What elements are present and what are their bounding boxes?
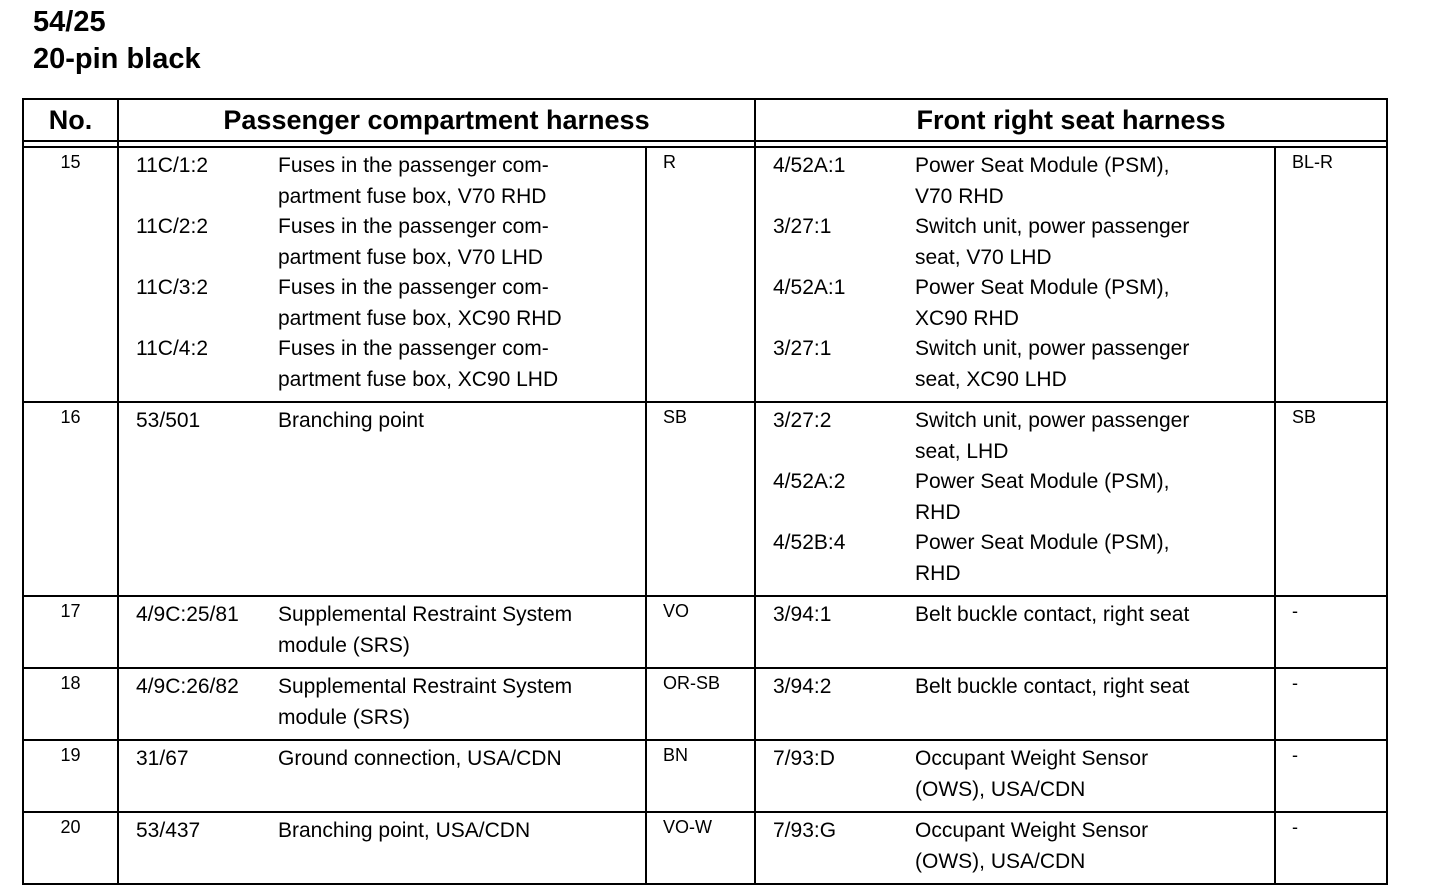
passenger-connector-code bbox=[136, 365, 278, 396]
seat-connector-code bbox=[773, 437, 915, 468]
seat-connection-line bbox=[773, 775, 1274, 806]
passenger-connection-line bbox=[136, 243, 645, 274]
pin-number-text: 17 bbox=[60, 601, 81, 621]
table-row bbox=[23, 402, 1387, 596]
passenger-connector-code: 31/67 bbox=[136, 747, 189, 770]
seat-connection-line bbox=[773, 304, 1274, 335]
pin-number bbox=[23, 402, 118, 596]
table-row bbox=[23, 740, 1387, 812]
header-no: No. bbox=[23, 99, 118, 141]
seat-component-description: Occupant Weight Sensor bbox=[915, 747, 1149, 770]
passenger-connector-code bbox=[136, 243, 278, 274]
seat-connection-line bbox=[773, 406, 1274, 437]
passenger-connector-code: 11C/1:2 bbox=[136, 154, 208, 177]
passenger-component-description: Fuses in the passenger com- bbox=[278, 337, 549, 360]
passenger-connections bbox=[118, 812, 646, 884]
passenger-component-description: Branching point bbox=[278, 409, 424, 432]
header-seat-harness: Front right seat harness bbox=[755, 99, 1387, 141]
passenger-connection-line bbox=[136, 631, 645, 662]
passenger-component-description: module (SRS) bbox=[278, 633, 410, 657]
seat-component-description: Power Seat Module (PSM), bbox=[915, 531, 1170, 554]
table-row bbox=[23, 668, 1387, 740]
passenger-connector-code: 53/437 bbox=[136, 819, 201, 842]
seat-connector-code: 3/27:2 bbox=[773, 409, 832, 432]
seat-component-description: Belt buckle contact, right seat bbox=[915, 603, 1190, 626]
seat-component-description: XC90 RHD bbox=[915, 306, 1019, 330]
seat-component-description: Switch unit, power passenger bbox=[915, 215, 1190, 238]
passenger-connection-line bbox=[136, 816, 645, 847]
seat-component-description: (OWS), USA/CDN bbox=[915, 849, 1086, 873]
pin-number-text: 18 bbox=[60, 673, 81, 693]
seat-connector-code bbox=[773, 775, 915, 806]
seat-component-description: RHD bbox=[915, 500, 961, 524]
passenger-wire-color-text: R bbox=[663, 152, 676, 172]
seat-connector-code: 3/94:1 bbox=[773, 603, 832, 626]
seat-wire-color-text: - bbox=[1292, 673, 1298, 693]
seat-connection-line bbox=[773, 467, 1274, 498]
seat-connector-code: 7/93:D bbox=[773, 747, 835, 770]
seat-connector-code: 3/27:1 bbox=[773, 337, 832, 360]
passenger-connector-code bbox=[136, 182, 278, 213]
seat-connection-line bbox=[773, 365, 1274, 396]
passenger-component-description: Supplemental Restraint System bbox=[278, 675, 573, 698]
seat-connector-code bbox=[773, 304, 915, 335]
passenger-wire-color bbox=[646, 402, 755, 596]
seat-connections bbox=[755, 740, 1275, 812]
seat-wire-color bbox=[1275, 668, 1387, 740]
seat-connector-code: 4/52B:4 bbox=[773, 531, 846, 554]
passenger-wire-color-text: SB bbox=[663, 407, 688, 427]
seat-connector-code: 7/93:G bbox=[773, 819, 837, 842]
passenger-connection-line bbox=[136, 273, 645, 304]
seat-connection-line bbox=[773, 334, 1274, 365]
pin-number-text: 16 bbox=[60, 407, 81, 427]
seat-connection-line bbox=[773, 243, 1274, 274]
passenger-connector-code: 4/9C:25/81 bbox=[136, 603, 239, 626]
seat-connections bbox=[755, 596, 1275, 668]
seat-connections bbox=[755, 402, 1275, 596]
passenger-component-description: partment fuse box, XC90 RHD bbox=[278, 306, 562, 330]
seat-connection-line bbox=[773, 182, 1274, 213]
seat-component-description: Switch unit, power passenger bbox=[915, 409, 1190, 432]
seat-wire-color bbox=[1275, 147, 1387, 402]
passenger-wire-color-text: VO bbox=[663, 601, 690, 621]
seat-wire-color bbox=[1275, 740, 1387, 812]
passenger-connector-code: 53/501 bbox=[136, 409, 201, 432]
passenger-connection-line bbox=[136, 703, 645, 734]
pin-number bbox=[23, 740, 118, 812]
seat-connector-code: 4/52A:2 bbox=[773, 470, 846, 493]
seat-connector-code bbox=[773, 498, 915, 529]
passenger-connection-line bbox=[136, 744, 645, 775]
passenger-component-description: Fuses in the passenger com- bbox=[278, 215, 549, 238]
pin-table bbox=[22, 98, 1388, 885]
seat-connector-code bbox=[773, 365, 915, 396]
seat-connection-line bbox=[773, 672, 1274, 703]
seat-connection-line bbox=[773, 744, 1274, 775]
seat-wire-color bbox=[1275, 596, 1387, 668]
table-row bbox=[23, 147, 1387, 402]
seat-component-description: seat, XC90 LHD bbox=[915, 367, 1067, 391]
passenger-component-description: partment fuse box, XC90 LHD bbox=[278, 367, 559, 391]
seat-connector-code: 3/27:1 bbox=[773, 215, 832, 238]
seat-wire-color bbox=[1275, 402, 1387, 596]
passenger-wire-color bbox=[646, 812, 755, 884]
passenger-connector-code: 11C/4:2 bbox=[136, 337, 208, 360]
connector-description: 20-pin black bbox=[33, 43, 201, 75]
seat-connection-line bbox=[773, 212, 1274, 243]
seat-connector-code bbox=[773, 243, 915, 274]
passenger-connection-line bbox=[136, 365, 645, 396]
pin-number-text: 20 bbox=[60, 817, 81, 837]
passenger-component-description: partment fuse box, V70 RHD bbox=[278, 184, 547, 208]
seat-component-description: Switch unit, power passenger bbox=[915, 337, 1190, 360]
pin-number bbox=[23, 147, 118, 402]
passenger-connections bbox=[118, 596, 646, 668]
seat-component-description: Power Seat Module (PSM), bbox=[915, 276, 1170, 299]
seat-wire-color bbox=[1275, 812, 1387, 884]
seat-connector-code bbox=[773, 182, 915, 213]
pin-number bbox=[23, 812, 118, 884]
seat-component-description: RHD bbox=[915, 561, 961, 585]
seat-wire-color-text: - bbox=[1292, 817, 1298, 837]
seat-component-description: seat, LHD bbox=[915, 439, 1009, 463]
seat-wire-color-text: BL-R bbox=[1292, 152, 1334, 172]
passenger-connector-code: 11C/3:2 bbox=[136, 276, 208, 299]
passenger-connections bbox=[118, 147, 646, 402]
seat-component-description: Occupant Weight Sensor bbox=[915, 819, 1149, 842]
passenger-connection-line bbox=[136, 304, 645, 335]
passenger-component-description: Branching point, USA/CDN bbox=[278, 819, 531, 842]
seat-component-description: Belt buckle contact, right seat bbox=[915, 675, 1190, 698]
passenger-component-description: module (SRS) bbox=[278, 705, 410, 729]
passenger-wire-color-text: OR-SB bbox=[663, 673, 721, 693]
seat-connection-line bbox=[773, 600, 1274, 631]
passenger-connector-code bbox=[136, 703, 278, 734]
seat-component-description: V70 RHD bbox=[915, 184, 1004, 208]
seat-component-description: Power Seat Module (PSM), bbox=[915, 154, 1170, 177]
passenger-wire-color-text: BN bbox=[663, 745, 689, 765]
seat-connections bbox=[755, 812, 1275, 884]
seat-connection-line bbox=[773, 498, 1274, 529]
seat-connector-code: 4/52A:1 bbox=[773, 154, 846, 177]
pin-number-text: 19 bbox=[60, 745, 81, 765]
passenger-wire-color bbox=[646, 668, 755, 740]
seat-connection-line bbox=[773, 151, 1274, 182]
seat-connections bbox=[755, 147, 1275, 402]
passenger-component-description: Ground connection, USA/CDN bbox=[278, 747, 562, 770]
passenger-connections bbox=[118, 668, 646, 740]
passenger-wire-color-text: VO-W bbox=[663, 817, 712, 837]
seat-connection-line bbox=[773, 437, 1274, 468]
passenger-wire-color bbox=[646, 740, 755, 812]
passenger-connection-line bbox=[136, 212, 645, 243]
passenger-component-description: Fuses in the passenger com- bbox=[278, 276, 549, 299]
passenger-connector-code: 4/9C:26/82 bbox=[136, 675, 239, 698]
passenger-connection-line bbox=[136, 600, 645, 631]
seat-connections bbox=[755, 668, 1275, 740]
passenger-component-description: Supplemental Restraint System bbox=[278, 603, 573, 626]
seat-connector-code bbox=[773, 559, 915, 590]
passenger-connection-line bbox=[136, 334, 645, 365]
seat-component-description: Power Seat Module (PSM), bbox=[915, 470, 1170, 493]
seat-connection-line bbox=[773, 273, 1274, 304]
passenger-connections bbox=[118, 740, 646, 812]
passenger-connector-code bbox=[136, 304, 278, 335]
passenger-connection-line bbox=[136, 406, 645, 437]
seat-connection-line bbox=[773, 847, 1274, 878]
passenger-connection-line bbox=[136, 151, 645, 182]
table-row bbox=[23, 812, 1387, 884]
seat-component-description: seat, V70 LHD bbox=[915, 245, 1052, 269]
seat-connection-line bbox=[773, 528, 1274, 559]
passenger-wire-color bbox=[646, 596, 755, 668]
pin-number bbox=[23, 668, 118, 740]
seat-wire-color-text: SB bbox=[1292, 407, 1317, 427]
table-row bbox=[23, 596, 1387, 668]
seat-wire-color-text: - bbox=[1292, 745, 1298, 765]
header-passenger-harness: Passenger compartment harness bbox=[118, 99, 755, 141]
passenger-component-description: partment fuse box, V70 LHD bbox=[278, 245, 543, 269]
pin-number-text: 15 bbox=[60, 152, 81, 172]
seat-connection-line bbox=[773, 559, 1274, 590]
seat-connector-code: 4/52A:1 bbox=[773, 276, 846, 299]
passenger-connector-code: 11C/2:2 bbox=[136, 215, 208, 238]
pin-number bbox=[23, 596, 118, 668]
passenger-connector-code bbox=[136, 631, 278, 662]
passenger-connections bbox=[118, 402, 646, 596]
seat-component-description: (OWS), USA/CDN bbox=[915, 777, 1086, 801]
passenger-wire-color bbox=[646, 147, 755, 402]
connector-id: 54/25 bbox=[33, 6, 106, 38]
passenger-component-description: Fuses in the passenger com- bbox=[278, 154, 549, 177]
passenger-connection-line bbox=[136, 182, 645, 213]
seat-connector-code bbox=[773, 847, 915, 878]
passenger-connection-line bbox=[136, 672, 645, 703]
table-header-row bbox=[23, 99, 1387, 141]
seat-wire-color-text: - bbox=[1292, 601, 1298, 621]
seat-connector-code: 3/94:2 bbox=[773, 675, 832, 698]
seat-connection-line bbox=[773, 816, 1274, 847]
connector-heading bbox=[33, 4, 201, 78]
